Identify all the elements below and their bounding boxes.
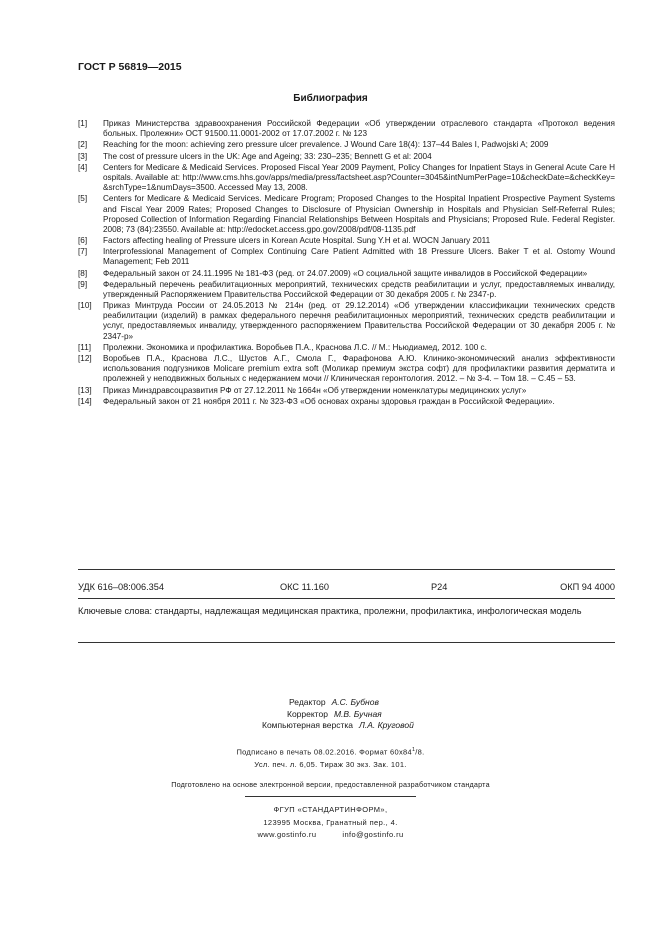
bibliography-item — [78, 343, 615, 353]
publisher-email-link[interactable]: info@gostinfo.ru — [342, 830, 404, 839]
editor-role: Редактор — [289, 697, 326, 707]
ref-text: Федеральный закон от 24.11.1995 № 181-ФЗ (ред. от 24.07.2009) «О социальной защите инвалидов в Российской Федерации» — [103, 268, 588, 278]
ref-number: [6] — [78, 235, 88, 245]
bibliography-item — [78, 269, 615, 279]
ref-number: [5] — [78, 194, 88, 204]
bibliography-item — [78, 163, 615, 193]
editor-name: А.С. Бубнов — [331, 697, 379, 707]
ref-text: Федеральный закон от 21 ноября 2011 г. № 323-ФЗ «Об основах охраны здоровья граждан в Российской Федерации». — [103, 396, 555, 406]
ref-number: [10] — [78, 301, 92, 311]
prepared-note: Подготовлено на основе электронной версии, предоставленной разработчиком стандарта — [171, 780, 490, 789]
bibliography-item — [78, 152, 615, 162]
signed-text: Подписано в печать 08.02.2016. Формат 60x84 — [236, 747, 412, 757]
ref-text: Приказ Минтруда России от 24.05.2013 № 214н (ред. от 29.12.2014) «Об утверждении классификации технических средств реабилитации (изделий) в рамках федерального перечня реабилитационных мероприятий, технических средств реабилитации и услуг, предоставляемых инвалиду, утвержденного распоряжением Правительства Российской Федерации от 30 декабря 2005 г. № 2347-р» — [103, 301, 615, 341]
bibliography-item — [78, 247, 615, 267]
divider-middle — [78, 598, 615, 599]
ref-text: Centers for Medicare & Medicaid Services. Medicare Program; Proposed Changes to the Hospital Inpatient Prospective Payment Systems and Fiscal Year 2009 Rates; Proposed Changes to Disclosure of Physician Ownership in Hospitals and Physician Self-Referral Rules; Proposed Collection of Information Regarding Financial Relationships Between Hospitals and Physicians; Proposed Rule. Federal Register. 2008; 73 (84):23550. Available at: http://edocket.access.gpo.gov/2008/pdf/08-1135.pdf — [103, 194, 615, 234]
oks-code: ОКС 11.160 — [280, 582, 330, 592]
publisher-contacts — [0, 829, 661, 842]
document-code: ГОСТ Р 56819—2015 — [78, 61, 182, 73]
ref-text: The cost of pressure ulcers in the UK: Age and Ageing; 33: 230–235; Bennett G et al: 2004 — [103, 151, 432, 161]
ref-text: Reaching for the moon: achieving zero pressure ulcer prevalence. J Wound Care 18(4): 137–44 Bales I, Padwojski A; 2009 — [103, 140, 549, 150]
print-info: Усл. печ. л. 6,05. Тираж 30 экз. Зак. 101. — [254, 760, 407, 769]
keywords: Ключевые слова: стандарты, надлежащая медицинская практика, пролежни, профилактика, инфологическая модель — [78, 606, 582, 616]
layout-name: Л.А. Круговой — [359, 720, 414, 730]
ref-number: [11] — [78, 342, 92, 352]
bibliography-item — [78, 386, 615, 396]
ref-text: Приказ Минздравсоцразвития РФ от 27.12.2011 № 1664н «Об утверждении номенклатуры медицинских услуг» — [103, 385, 527, 395]
ref-number: [12] — [78, 354, 92, 364]
corrector-role: Корректор — [287, 708, 328, 719]
format-superscript: 1 — [411, 747, 416, 753]
layout-role: Компьютерная верстка — [262, 720, 354, 730]
okp-code: ОКП 94 4000 — [560, 582, 615, 592]
bibliography-list — [78, 119, 615, 408]
bibliography-item — [78, 119, 615, 139]
ref-number: [9] — [78, 279, 88, 289]
ref-number: [2] — [78, 140, 88, 150]
ref-text: Factors affecting healing of Pressure ulcers in Korean Acute Hospital. Sung Y.H et al. WOCN January 2011 — [103, 235, 491, 245]
ref-text: Interprofessional Management of Complex Continuing Care Patient Admitted with 18 Pressure Ulcers. Baker T et al. Ostomy Wound Management; Feb 2011 — [103, 247, 615, 267]
ref-number: [4] — [78, 162, 88, 172]
ref-text: Centers for Medicare & Medicaid Services. Proposed Fiscal Year 2009 Payment, Policy Changes for Inpatient Stays in General Acute Care Hospitals. Available at: http://www.cms.hhs.gov/apps/media/press/factsheet.asp?Counter=3045&intNumPerPage=10&checkDate=&checkKey=&srchType=1&numDays=3500. Accessed May 13, 2008. — [103, 162, 615, 193]
bibliography-item — [78, 194, 615, 234]
staff-list — [262, 697, 414, 732]
group-code: Р24 — [431, 582, 448, 592]
editor-row — [262, 697, 414, 709]
bibliography-item — [78, 140, 615, 150]
publisher-address: 123995 Москва, Гранатный пер., 4. — [263, 817, 398, 827]
ref-number: [1] — [78, 119, 88, 128]
ref-text: Федеральный перечень реабилитационных мероприятий, технических средств реабилитации и услуг, предоставляемых инвалиду, утвержденный Распоряжением Правительства Российской Федерации от 30 декабря 2005 г. № 2347-р. — [103, 279, 615, 299]
bibliography-item — [78, 301, 615, 341]
ref-number: [13] — [78, 385, 92, 395]
divider-bottom — [78, 642, 615, 643]
ref-number: [14] — [78, 396, 92, 406]
publisher-block — [0, 804, 661, 842]
signed-line — [0, 747, 661, 757]
corrector-row — [262, 709, 414, 721]
ref-number: [7] — [78, 247, 88, 257]
publisher-website-link[interactable]: www.gostinfo.ru — [257, 830, 317, 839]
udk-code: УДК 616–08:006.354 — [78, 582, 164, 592]
ref-text: Приказ Министерства здравоохранения Российской Федерации «Об утверждении отраслевого стандарта «Протокол ведения больных. Пролежни» ОСТ 91500.11.0001-2002 от 17.07.2002 г. № 123 — [103, 119, 615, 139]
ref-text: Пролежни. Экономика и профилактика. Воробьев П.А., Краснова Л.С. // М.: Ньюдиамед, 2012. 100 с. — [103, 342, 487, 352]
bibliography-item — [78, 280, 615, 300]
ref-number: [8] — [78, 268, 88, 278]
ref-text: Воробьев П.А., Краснова Л.С., Шустов А.Г., Смола Г., Фарафонова А.Ю. Клинико-экономический анализ эффективности использования подгузников Molicare premium extra soft (Моликар премиум экстра софт) для профилактики развития дерматита и пролежней у неподвижных больных с недержанием мочи // Клиническая геронтология. 2012. – № 3-4. – Том 18. – С.45 – 53. — [103, 354, 615, 384]
divider-publisher — [245, 796, 416, 797]
corrector-name: М.В. Бучная — [333, 708, 382, 719]
bibliography-item — [78, 236, 615, 246]
format-fraction: /8. — [415, 747, 425, 757]
bibliography-item — [78, 354, 615, 384]
layout-row — [262, 720, 414, 732]
publisher-name: ФГУП «СТАНДАРТИНФОРМ», — [273, 805, 388, 814]
ref-number: [3] — [78, 151, 88, 161]
bibliography-title: Библиография — [293, 93, 368, 104]
divider-top — [78, 569, 615, 570]
bibliography-item — [78, 397, 615, 407]
